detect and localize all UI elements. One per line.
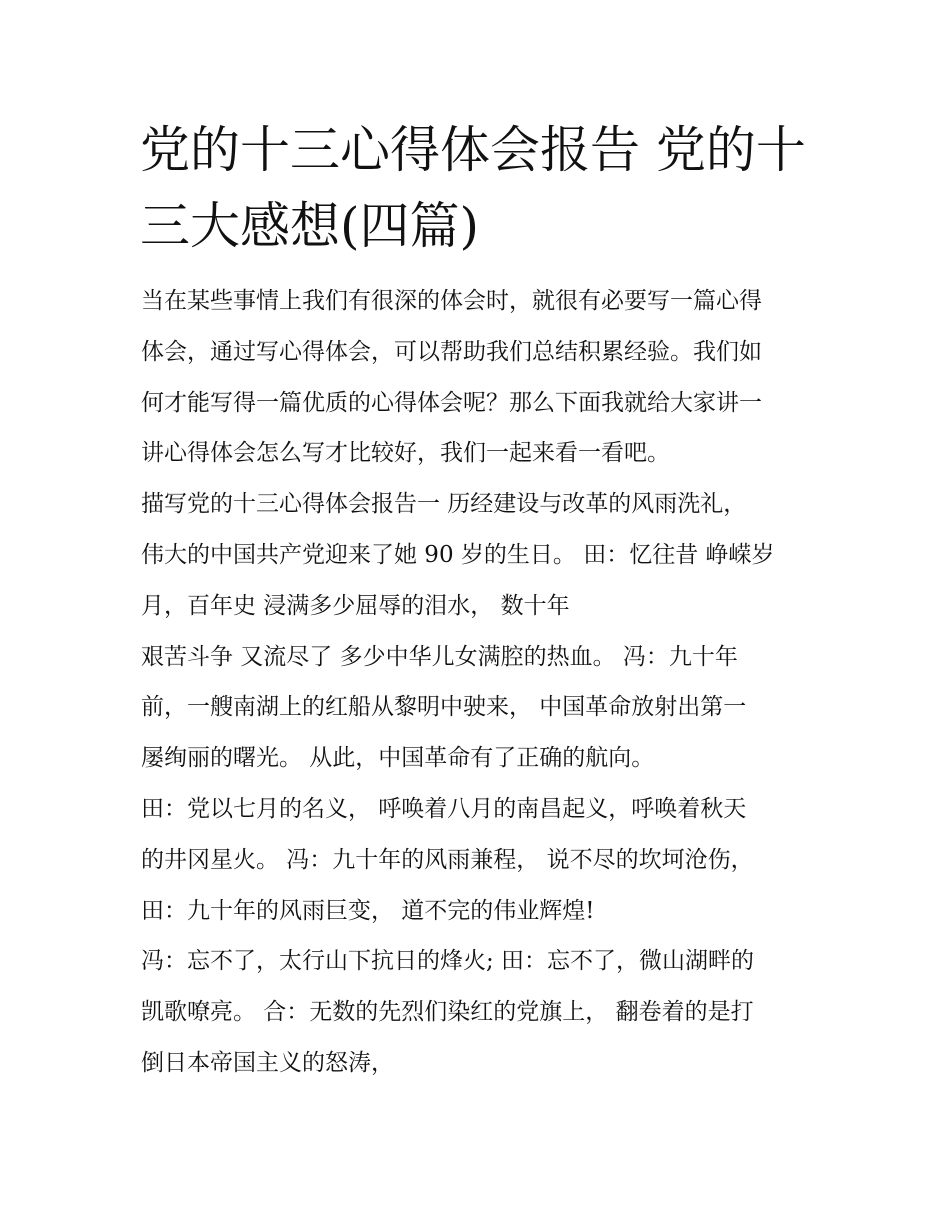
body-line: 伟大的中国共产党迎来了她 90 岁的生日。 田：忆往昔 峥嵘岁 xyxy=(141,541,775,568)
body-line: 月，百年史 浸满多少屈辱的泪水， 数十年 xyxy=(141,592,570,619)
body-line: 倒日本帝国主义的怒涛， xyxy=(141,1049,394,1076)
body-line: 田：党以七月的名义， 呼唤着八月的南昌起义，呼唤着秋天 xyxy=(141,795,747,822)
body-text xyxy=(141,276,841,1089)
body-line: 冯：忘不了，太行山下抗日的烽火; 田：忘不了，微山湖畔的 xyxy=(141,948,755,975)
body-line: 体会，通过写心得体会，可以帮助我们总结积累经验。我们如 xyxy=(141,338,762,365)
body-line: 何才能写得一篇优质的心得体会呢？那么下面我就给大家讲一 xyxy=(141,389,762,416)
body-line: 前，一艘南湖上的红船从黎明中驶来， 中国革命放射出第一 xyxy=(141,694,747,721)
body-line: 凯歌嘹亮。 合：无数的先烈们染红的党旗上， 翻卷着的是打 xyxy=(141,999,754,1026)
title-line-1: 党的十三心得体会报告 党的十 xyxy=(140,121,806,179)
title-line-2: 三大感想(四篇) xyxy=(140,197,480,255)
body-line: 当在某些事情上我们有很深的体会时，就很有必要写一篇心得 xyxy=(141,288,762,314)
body-line: 屡绚丽的曙光。 从此，中国革命有了正确的航向。 xyxy=(141,745,655,772)
page-title xyxy=(140,112,830,264)
body-line: 讲心得体会怎么写才比较好，我们一起来看一看吧。 xyxy=(141,440,670,467)
body-line: 艰苦斗争 又流尽了 多少中华儿女满腔的热血。 冯：九十年 xyxy=(141,643,738,670)
body-line: 田：九十年的风雨巨变， 道不完的伟业辉煌! xyxy=(141,897,595,924)
body-line: 的井冈星火。 冯：九十年的风雨兼程， 说不尽的坎坷沧伤， xyxy=(141,846,754,873)
body-line: 描写党的十三心得体会报告一 历经建设与改革的风雨洗礼， xyxy=(141,491,747,518)
